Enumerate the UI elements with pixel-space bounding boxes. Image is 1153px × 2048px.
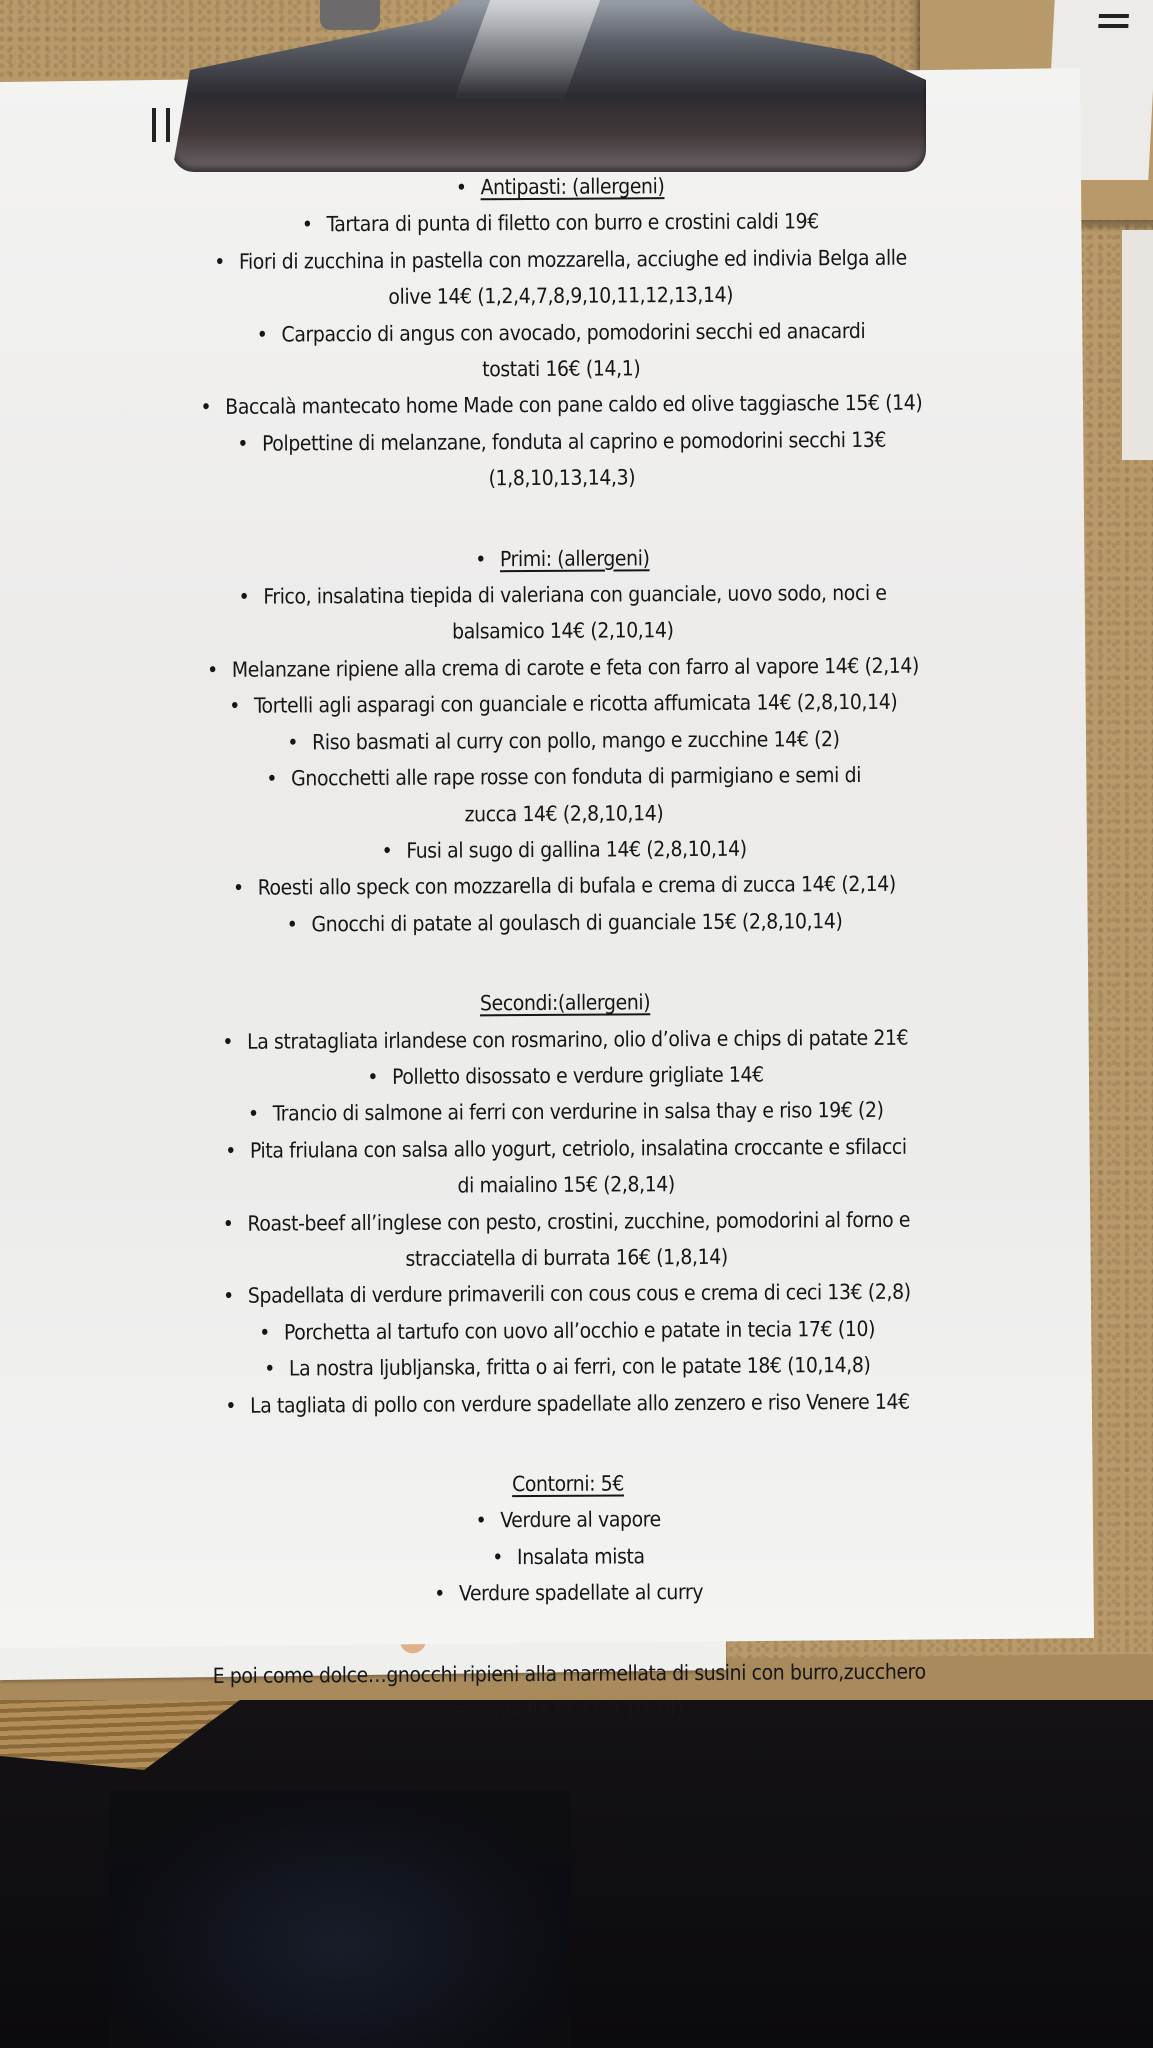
- bullet-icon: •: [287, 730, 299, 755]
- menu-item: [44, 756, 1084, 835]
- menu-item: [49, 1572, 1089, 1615]
- dessert-line: E poi come dolce…gnocchi ripieni alla marmellata di susini con burro,zucchero: [212, 1659, 926, 1688]
- menu-item: [48, 1535, 1088, 1578]
- bullet-icon: •: [259, 1320, 270, 1345]
- bullet-icon: •: [455, 175, 467, 200]
- bullet-icon: •: [475, 1508, 487, 1533]
- bullet-icon: •: [475, 546, 487, 572]
- item-line: Trancio di salmone ai ferri con verdurine in salsa thay e riso 19€ (2): [272, 1098, 884, 1126]
- item-line: Baccalà mantecato home Made con pane caldo ed olive taggiasche 15€ (14): [225, 391, 923, 420]
- menu-item: [43, 719, 1083, 762]
- bullet-icon: •: [229, 694, 241, 719]
- item-line: Insalata mista: [516, 1544, 645, 1569]
- spacer: [49, 1608, 1089, 1658]
- item-line: stracciatella di burrata 16€ (1,8,14): [405, 1244, 728, 1271]
- background-paper-edge: [1122, 230, 1153, 460]
- heading-text: Secondi:(allergeni): [479, 990, 651, 1016]
- menu-item: [46, 1091, 1086, 1134]
- menu-item: [47, 1346, 1087, 1389]
- menu-item: [41, 311, 1081, 390]
- menu-item: [43, 683, 1083, 726]
- menu-item: [42, 574, 1082, 653]
- menu-item: [46, 1200, 1086, 1279]
- item-line: Tortelli agli asparagi con guanciale e ricotta affumicata 14€ (2,8,10,14): [253, 690, 898, 718]
- item-line: Roast-beef all’inglese con pesto, crostini, zucchine, pomodorini al forno e: [247, 1207, 911, 1236]
- section-heading: [48, 1463, 1088, 1506]
- menu-item: [44, 865, 1084, 908]
- section-contorni: [48, 1463, 1089, 1615]
- bullet-icon: •: [256, 322, 268, 347]
- dark-fabric: [110, 1790, 570, 2048]
- section-dolce: [49, 1652, 1089, 1731]
- bullet-icon: •: [286, 912, 298, 937]
- item-line: zucca 14€ (2,8,10,14): [464, 800, 664, 826]
- menu-item: [41, 384, 1081, 427]
- item-line: di maialino 15€ (2,8,14): [457, 1172, 675, 1198]
- item-line: Verdure al vapore: [500, 1507, 661, 1533]
- bullet-icon: •: [238, 584, 250, 609]
- heading-text: Primi: (allergeni): [499, 545, 650, 571]
- bullet-icon: •: [214, 249, 226, 274]
- item-line: (1,8,10,13,14,3): [488, 465, 636, 491]
- clip-hinge: [320, 0, 380, 30]
- item-line: Gnocchetti alle rape rosse con fonduta di parmigiano e semi di: [291, 763, 862, 791]
- section-heading: [45, 982, 1085, 1025]
- dessert-line: e cannella 6€ (1,8,10,14): [455, 1697, 684, 1723]
- margin-mark: [152, 108, 170, 142]
- bullet-icon: •: [492, 1545, 504, 1570]
- bullet-icon: •: [434, 1581, 446, 1606]
- item-line: La nostra ljubljanska, fritta o ai ferri, con le patate 18€ (10,14,8): [288, 1353, 871, 1381]
- section-antipasti: [40, 166, 1082, 500]
- item-line: Frico, insalatina tiepida di valeriana con guanciale, uovo sodo, noci e: [263, 580, 887, 609]
- bullet-icon: •: [223, 1284, 234, 1309]
- menu-item: [42, 420, 1082, 499]
- item-line: Tartara di punta di filetto con burro e crostini caldi 19€: [326, 209, 819, 237]
- item-line: Polpettine di melanzane, fonduta al caprino e pomodorini secchi 13€: [261, 427, 887, 456]
- bullet-icon: •: [381, 838, 393, 863]
- bullet-icon: •: [266, 766, 278, 791]
- item-line: olive 14€ (1,2,4,7,8,9,10,11,12,13,14): [388, 282, 734, 310]
- item-line: Fiori di zucchina in pastella con mozzarella, acciughe ed indivia Belga alle: [238, 245, 907, 274]
- bullet-icon: •: [222, 1211, 234, 1236]
- paper-mark: [1098, 24, 1128, 28]
- section-secondi: [45, 982, 1088, 1425]
- section-heading: [42, 537, 1082, 580]
- menu-item: [47, 1309, 1087, 1352]
- menu-item: [44, 829, 1084, 872]
- heading-text: Contorni: 5€: [511, 1471, 625, 1497]
- item-line: Fusi al sugo di gallina 14€ (2,8,10,14): [406, 836, 747, 863]
- spacer: [48, 1419, 1088, 1469]
- item-line: Gnocchi di patate al goulasch di guanciale 15€ (2,8,10,14): [311, 908, 843, 937]
- menu-item: [40, 238, 1080, 317]
- menu-item: [47, 1382, 1087, 1425]
- item-line: Pita friulana con salsa allo yogurt, cetriolo, insalatina croccante e sfilacci: [249, 1134, 907, 1163]
- menu-item: [46, 1127, 1086, 1206]
- item-line: Riso basmati al curry con pollo, mango e zucchine 14€ (2): [312, 726, 840, 755]
- item-line: Verdure spadellate al curry: [458, 1580, 704, 1606]
- item-line: Polletto disossato e verdure grigliate 14€: [392, 1062, 764, 1089]
- section-heading: [40, 166, 1080, 209]
- bullet-icon: •: [367, 1064, 379, 1089]
- bullet-icon: •: [264, 1356, 276, 1381]
- menu-item: [44, 901, 1084, 944]
- bullet-icon: •: [222, 1029, 234, 1054]
- menu-content: [40, 166, 1090, 1732]
- menu-item: [43, 647, 1083, 690]
- spacer: [45, 938, 1085, 988]
- bullet-icon: •: [200, 395, 212, 420]
- bullet-icon: •: [232, 876, 244, 901]
- spacer: [42, 493, 1082, 543]
- menu-item: [45, 1055, 1085, 1098]
- item-line: Porchetta al tartufo con uovo all’occhio e patate in tecia 17€ (10): [283, 1316, 876, 1345]
- item-line: La tagliata di pollo con verdure spadellate allo zenzero e riso Venere 14€: [250, 1389, 910, 1418]
- section-primi: [42, 537, 1084, 944]
- item-line: balsamico 14€ (2,10,14): [451, 618, 674, 644]
- menu-item: [45, 1018, 1085, 1061]
- item-line: Carpaccio di angus con avocado, pomodorini secchi ed anacardi: [281, 318, 866, 347]
- bullet-icon: •: [301, 212, 313, 237]
- bullet-icon: •: [225, 1138, 237, 1163]
- heading-text: Antipasti: (allergeni): [480, 174, 665, 200]
- paper-mark: [1099, 14, 1129, 18]
- item-line: Roesti allo speck con mozzarella di bufala e crema di zucca 14€ (2,14): [257, 872, 896, 900]
- item-line: Melanzane ripiene alla crema di carote e feta con farro al vapore 14€ (2,14): [231, 653, 920, 682]
- bullet-icon: •: [207, 657, 218, 682]
- menu-item: [40, 202, 1080, 245]
- item-line: La stratagliata irlandese con rosmarino, olio d’oliva e chips di patate 21€: [247, 1025, 909, 1054]
- item-line: Spadellata di verdure primaverili con cous cous e crema di ceci 13€ (2,8): [247, 1280, 911, 1309]
- menu-item: [48, 1499, 1088, 1542]
- bullet-icon: •: [225, 1393, 237, 1418]
- bullet-icon: •: [237, 431, 249, 456]
- menu-item: [47, 1273, 1087, 1316]
- item-line: tostati 16€ (14,1): [482, 356, 641, 382]
- bullet-icon: •: [247, 1102, 259, 1127]
